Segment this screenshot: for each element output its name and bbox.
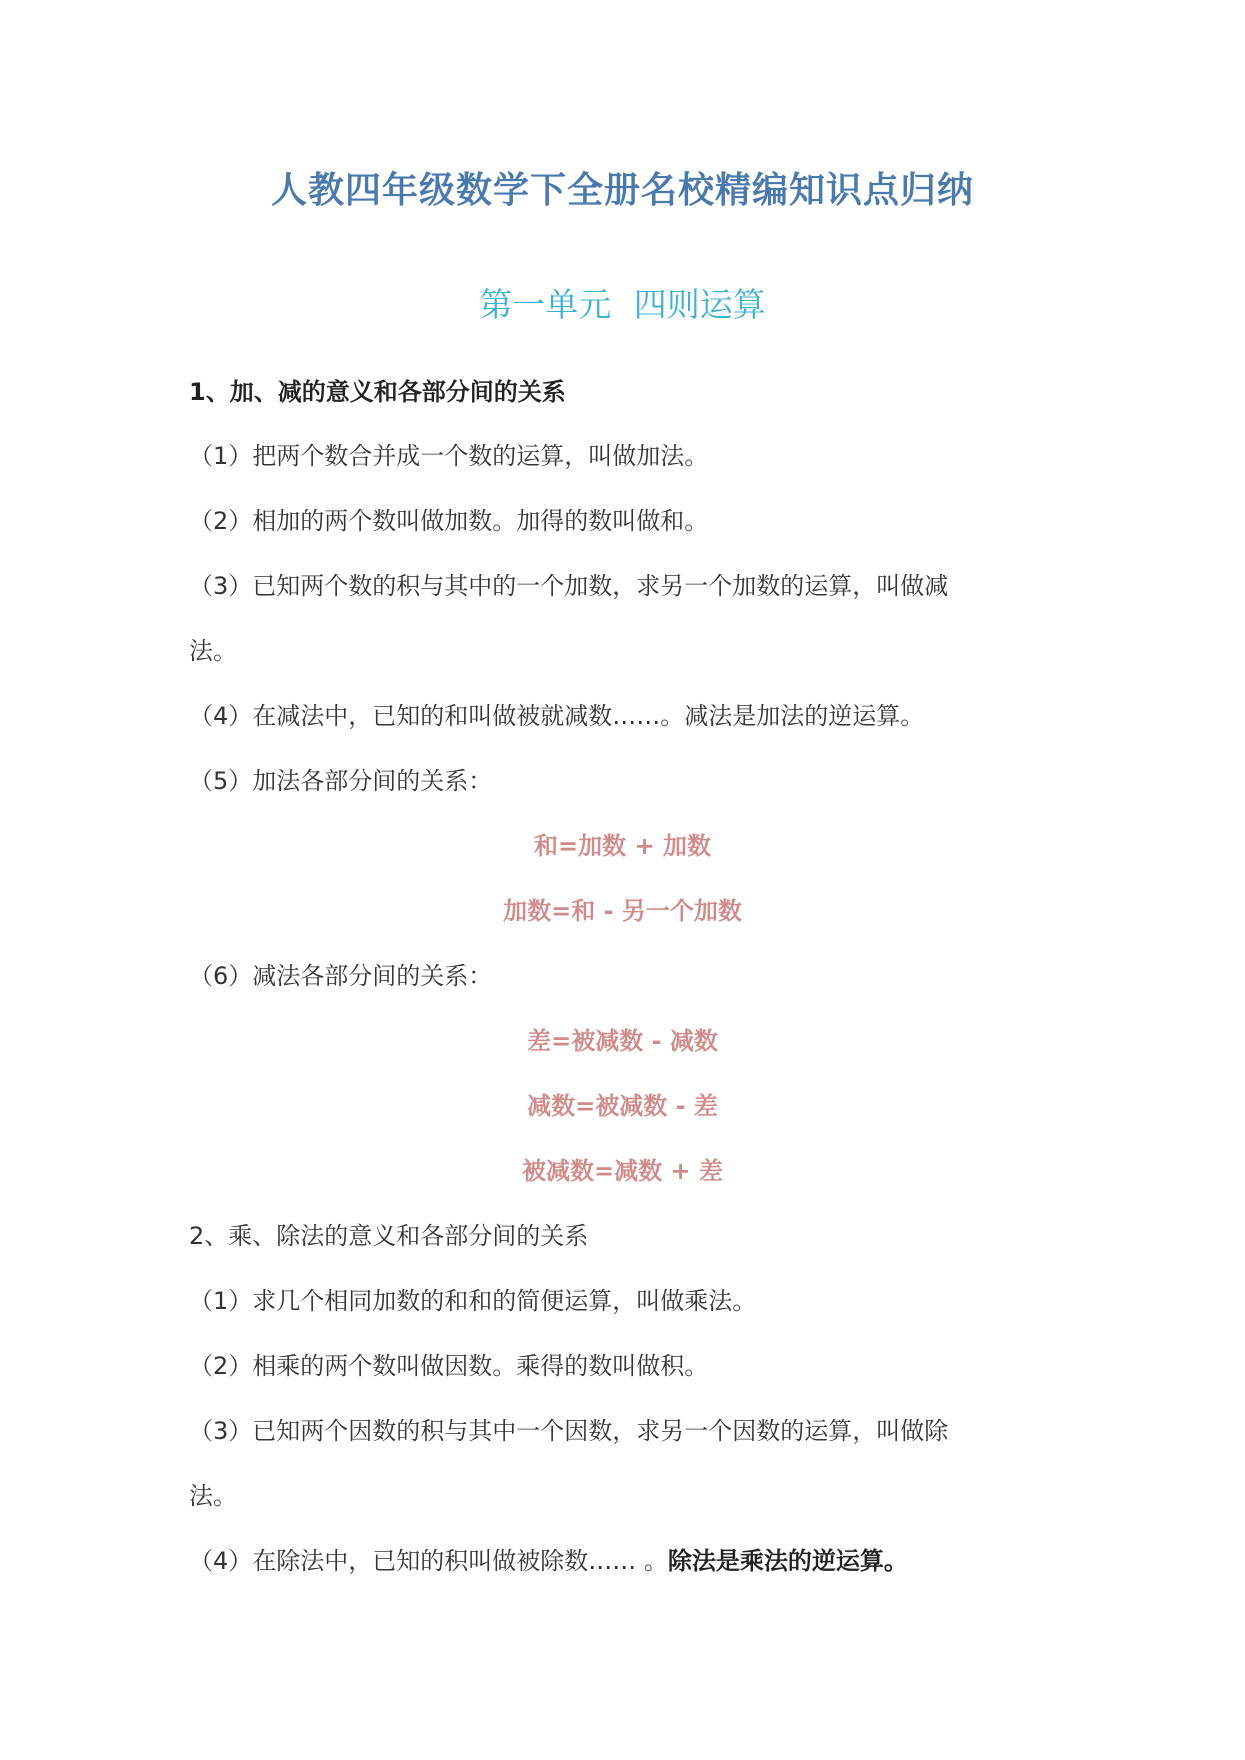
section-1-item-4: （4）在减法中，已知的和叫做被就减数……。减法是加法的逆运算。 (189, 702, 925, 730)
section-2-item-1: （1）求几个相同加数的和和的简便运算，叫做乘法。 (189, 1287, 757, 1315)
section-2-heading: 2、乘、除法的意义和各部分间的关系 (189, 1222, 589, 1250)
section-2-item-4 (189, 1545, 908, 1577)
addition-formula-1: 和=加数 + 加数 (534, 832, 711, 860)
addition-formula-2: 加数=和 - 另一个加数 (503, 897, 742, 925)
section-1-heading: 1、加、减的意义和各部分间的关系 (189, 378, 566, 406)
section-1-item-2: （2）相加的两个数叫做加数。加得的数叫做和。 (189, 507, 709, 535)
section-1-item-5: （5）加法各部分间的关系： (189, 767, 493, 795)
section-2-item-2: （2）相乘的两个数叫做因数。乘得的数叫做积。 (189, 1352, 709, 1380)
section-2-item-4-emphasis: 除法是乘法的逆运算。 (667, 1547, 908, 1575)
section-2-item-4-text: （4）在除法中，已知的积叫做被除数…… 。 (189, 1547, 668, 1575)
section-1-item-1: （1）把两个数合并成一个数的运算，叫做加法。 (189, 442, 709, 470)
unit-title: 第一单元 四则运算 (479, 285, 766, 324)
document-title: 人教四年级数学下全册名校精编知识点归纳 (270, 170, 974, 211)
subtraction-formula-2: 减数=被减数 - 差 (527, 1092, 718, 1120)
subtraction-formula-3: 被减数=减数 + 差 (522, 1157, 723, 1185)
subtraction-formula-1: 差=被减数 - 减数 (527, 1027, 718, 1055)
section-1-item-3: （3）已知两个数的积与其中的一个加数，求另一个加数的运算，叫做减 (189, 572, 949, 600)
section-2-item-3-continued: 法。 (189, 1482, 237, 1510)
section-1-item-3-continued: 法。 (189, 637, 237, 665)
section-2-item-3: （3）已知两个因数的积与其中一个因数，求另一个因数的运算，叫做除 (189, 1417, 949, 1445)
section-1-item-6: （6）减法各部分间的关系： (189, 962, 493, 990)
